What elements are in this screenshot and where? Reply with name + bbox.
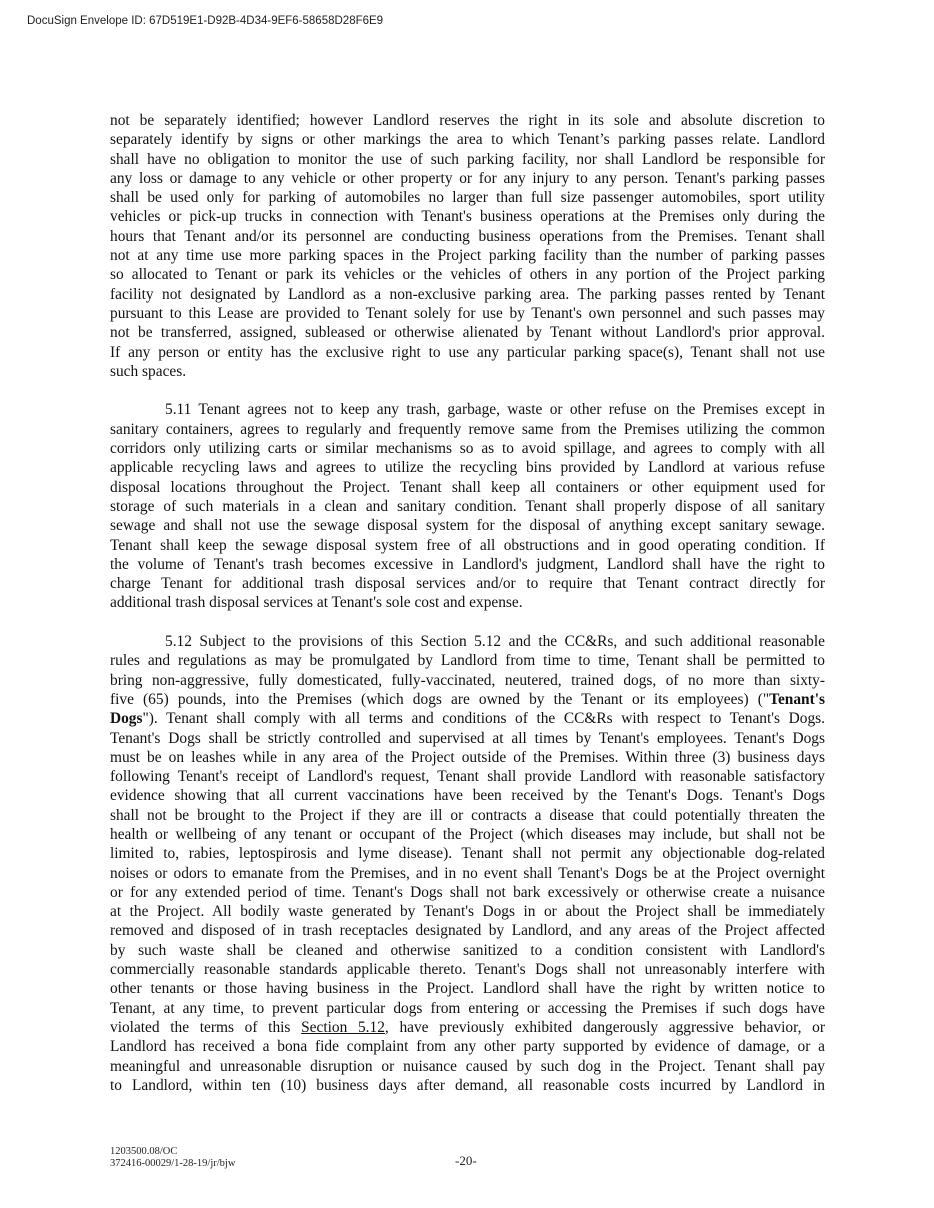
footer-file-ref: 372416-00029/1-28-19/jr/bjw [110, 1158, 236, 1169]
text-line: noises or odors to emanate from the Premises, and in no event shall Tenant's Dogs be at the Project overnight [110, 864, 825, 882]
paragraph-parking-continuation [110, 111, 825, 381]
text-line: rules and regulations as may be promulgated by Landlord from time to time, Tenant shall be permitted to [110, 652, 825, 670]
document-body [110, 111, 825, 1114]
paragraph-section-5-12 [110, 632, 825, 1095]
text-line: sanitary containers, agrees to regularly and frequently remove same from the Premises utilizing the common [110, 420, 825, 438]
text-line: vehicles or pick-up trucks in connection with Tenant's business operations at the Premises only during the [110, 208, 825, 226]
text-line: shall be used only for parking of automobiles no larger than full size passenger automobiles, sport utility [110, 189, 825, 207]
text-line: Landlord has received a bona fide complaint from any other party supported by evidence of damage, or a [110, 1038, 825, 1056]
text-line: If any person or entity has the exclusive right to use any particular parking space(s), Tenant shall not use [110, 343, 825, 361]
text-line: must be on leashes while in any area of the Project outside of the Premises. Within three (3) business days [110, 748, 825, 766]
text-line: not be separately identified; however Landlord reserves the right in its sole and absolute discretion to [110, 112, 825, 129]
text-line: not at any time use more parking spaces in the Project parking facility than the number of parking passes [110, 247, 825, 265]
text-line: commercially reasonable standards applicable thereto. Tenant's Dogs shall not unreasonably interfere with [110, 961, 825, 979]
footer-doc-number: 1203500.08/OC [110, 1146, 178, 1157]
text-line: additional trash disposal services at Tenant's sole cost and expense. [110, 594, 523, 612]
text-line: evidence showing that all current vaccinations have been received by the Tenant's Dogs. Tenant's Dogs [110, 787, 825, 805]
text-line: disposal locations throughout the Project. Tenant shall keep all containers or other equipment used for [110, 478, 825, 496]
text-line: other tenants or those having business in the Project. Landlord shall have the right by written notice to [110, 980, 825, 998]
text-line: shall not be brought to the Project if they are ill or contracts a disease that could potentially threaten the [110, 806, 825, 824]
text-line: facility not designated by Landlord as a non-exclusive parking area. The parking passes rented by Tenant [110, 285, 825, 303]
text-line: 5.11 Tenant agrees not to keep any trash, garbage, waste or other refuse on the Premises except in [165, 401, 825, 419]
text-line: Tenant shall keep the sewage disposal system free of all obstructions and in good operating condition. If [110, 536, 825, 554]
text-line: meaningful and unreasonable disruption or nuisance caused by such dog in the Project. Tenant shall pay [110, 1057, 825, 1075]
text-line: removed and disposed of in trash receptacles designated by Landlord, and any areas of the Project affected [110, 922, 825, 940]
text-line: to Landlord, within ten (10) business days after demand, all reasonable costs incurred by Landlord in [110, 1076, 825, 1094]
text-line: the volume of Tenant's trash becomes excessive in Landlord's judgment, Landlord shall have the right to [110, 555, 825, 573]
text-line: so allocated to Tenant or park its vehicles or the vehicles of others in any portion of the Project parking [110, 266, 825, 284]
text-line: such spaces. [110, 362, 187, 380]
defined-term: Dogs [110, 710, 143, 728]
text-line: separately identify by signs or other markings the area to which Tenant’s parking passes relate. Landlord [110, 131, 825, 149]
paragraph-section-5-11 [110, 400, 825, 612]
text-line: not be transferred, assigned, subleased or otherwise alienated by Tenant without Landlord's prior approval. [110, 324, 825, 342]
text-line: 5.12 Subject to the provisions of this Section 5.12 and the CC&Rs, and such additional reasonable [165, 633, 825, 651]
text-line: violated the terms of this Section 5.12, have previously exhibited dangerously aggressive behavior, or [110, 1018, 825, 1036]
footer-doc-reference [110, 1146, 235, 1170]
text-line: sewage and shall not use the sewage disposal system for the disposal of anything except sanitary sewage. [110, 517, 825, 535]
text-line: health or wellbeing of any tenant or occupant of the Project (which diseases may include, but shall not be [110, 825, 825, 843]
page-number: -20- [455, 1153, 477, 1168]
text-line: bring non-aggressive, fully domesticated, fully-vaccinated, neutered, trained dogs, of no more than sixty- [110, 671, 825, 689]
text-line: Dogs"). Tenant shall comply with all terms and conditions of the CC&Rs with respect to Tenant's Dogs. [110, 710, 825, 728]
text-line: by such waste shall be cleaned and otherwise sanitized to a condition consistent with Landlord's [110, 941, 825, 959]
text-line: any loss or damage to any vehicle or other property or for any injury to any person. Tenant's parking passes [110, 169, 825, 187]
text-line: shall have no obligation to monitor the use of such parking facility, nor shall Landlord be responsible for [110, 150, 825, 168]
text-line: at the Project. All bodily waste generated by Tenant's Dogs in or about the Project shall be immediately [110, 903, 825, 921]
text-line: charge Tenant for additional trash disposal services and/or to require that Tenant contract directly for [110, 575, 825, 593]
text-line: corridors only utilizing carts or similar mechanisms so as to avoid spillage, and agrees to comply with all [110, 440, 825, 458]
text-line: pursuant to this Lease are provided to Tenant solely for use by Tenant's own personnel and such passes may [110, 304, 825, 322]
text-line: applicable recycling laws and agrees to utilize the recycling bins provided by Landlord at various refuse [110, 459, 825, 477]
text-line: five (65) pounds, into the Premises (which dogs are owned by the Tenant or its employees) ("Tenant's [110, 690, 825, 708]
text-line: or for any extended period of time. Tenant's Dogs shall not bark excessively or otherwise create a nuisance [110, 883, 825, 901]
defined-term: Tenant's [769, 690, 825, 708]
text-line: following Tenant's receipt of Landlord's request, Tenant shall provide Landlord with reasonable satisfactory [110, 768, 825, 786]
text-line: Tenant, at any time, to prevent particular dogs from entering or accessing the Premises if such dogs have [110, 999, 825, 1017]
text-line: limited to, rabies, leptospirosis and lyme disease). Tenant shall not permit any objectionable dog-related [110, 845, 825, 863]
docusign-envelope-id: DocuSign Envelope ID: 67D519E1-D92B-4D34-9EF6-58658D28F6E9 [27, 15, 384, 27]
text-line: Tenant's Dogs shall be strictly controlled and supervised at all times by Tenant's employees. Tenant's Dogs [110, 729, 825, 747]
text-line: hours that Tenant and/or its personnel are conducting business operations from the Premises. Tenant shall [110, 227, 825, 245]
text-line: storage of such materials in a clean and sanitary condition. Tenant shall properly dispose of all sanitary [110, 497, 825, 515]
section-reference: Section 5.12 [301, 1018, 385, 1036]
